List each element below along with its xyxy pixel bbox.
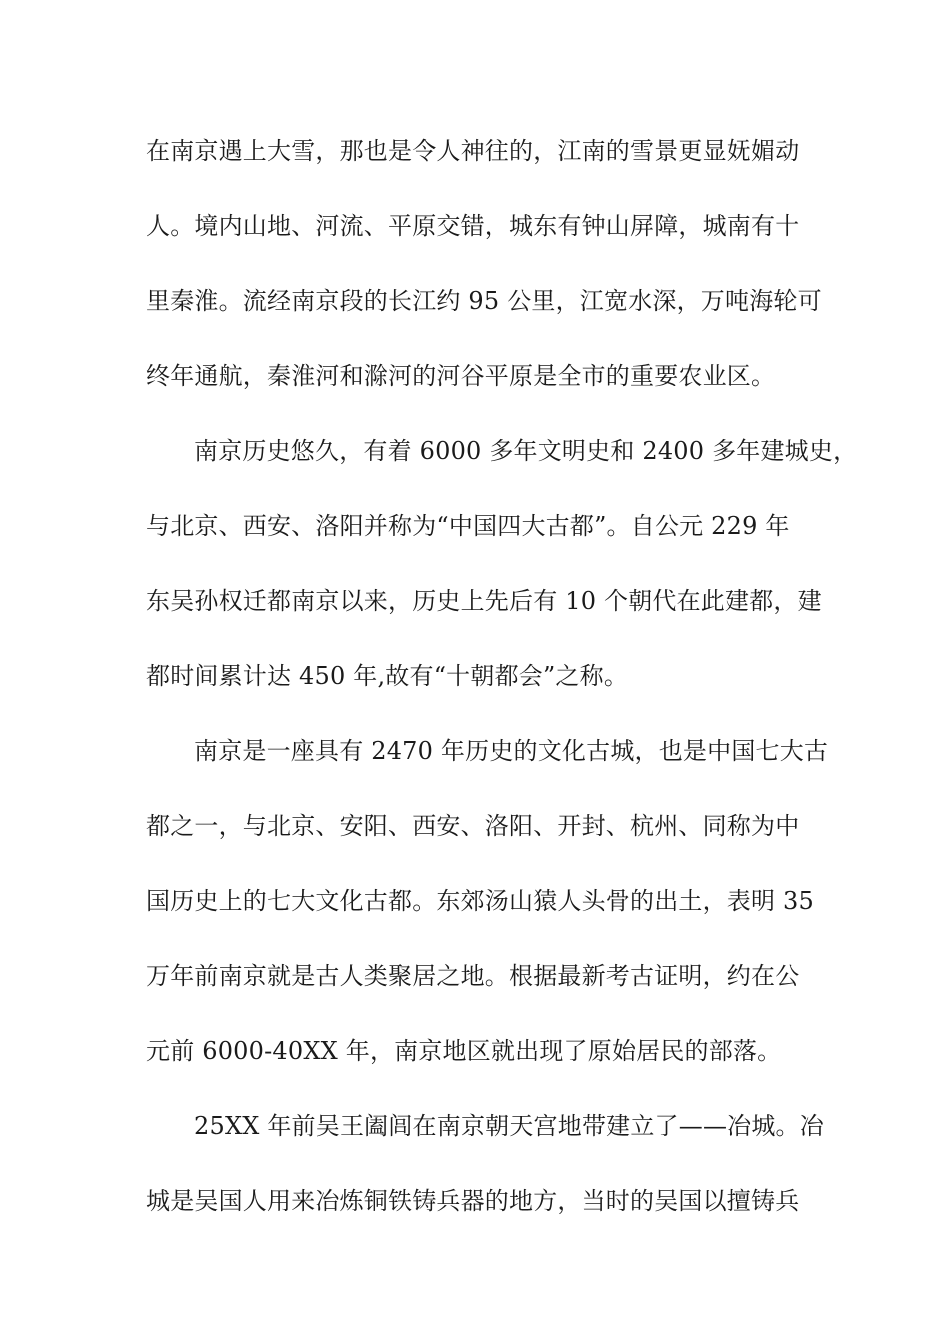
paragraph-line: 25XX 年前吴王阖闾在南京朝天宫地带建立了——冶城。冶 [194, 1112, 824, 1140]
paragraph-line: 城是吴国人用来冶炼铜铁铸兵器的地方，当时的吴国以擅铸兵 [146, 1187, 800, 1215]
paragraph-line: 东吴孙权迁都南京以来，历史上先后有 10 个朝代在此建都，建 [146, 587, 822, 615]
paragraph-line: 都时间累计达 450 年,故有“十朝都会”之称。 [146, 662, 629, 690]
paragraph-line: 人。境内山地、河流、平原交错，城东有钟山屏障，城南有十 [146, 212, 800, 240]
paragraph-line: 终年通航，秦淮河和滁河的河谷平原是全市的重要农业区。 [146, 362, 776, 390]
paragraph-line: 南京是一座具有 2470 年历史的文化古城，也是中国七大古 [194, 737, 829, 765]
paragraph-line: 元前 6000-40XX 年，南京地区就出现了原始居民的部落。 [146, 1037, 782, 1065]
paragraph-line: 在南京遇上大雪，那也是令人神往的，江南的雪景更显妩媚动 [146, 137, 800, 165]
paragraph-line: 与北京、西安、洛阳并称为“中国四大古都”。自公元 229 年 [146, 512, 790, 540]
paragraph-line: 万年前南京就是古人类聚居之地。根据最新考古证明，约在公 [146, 962, 800, 990]
paragraph-line: 里秦淮。流经南京段的长江约 95 公里，江宽水深，万吨海轮可 [146, 287, 822, 315]
paragraph-line: 南京历史悠久，有着 6000 多年文明史和 2400 多年建城史， [194, 437, 858, 465]
paragraph-line: 都之一，与北京、安阳、西安、洛阳、开封、杭州、同称为中 [146, 812, 800, 840]
paragraph-line: 国历史上的七大文化古都。东郊汤山猿人头骨的出土，表明 35 [146, 887, 814, 915]
